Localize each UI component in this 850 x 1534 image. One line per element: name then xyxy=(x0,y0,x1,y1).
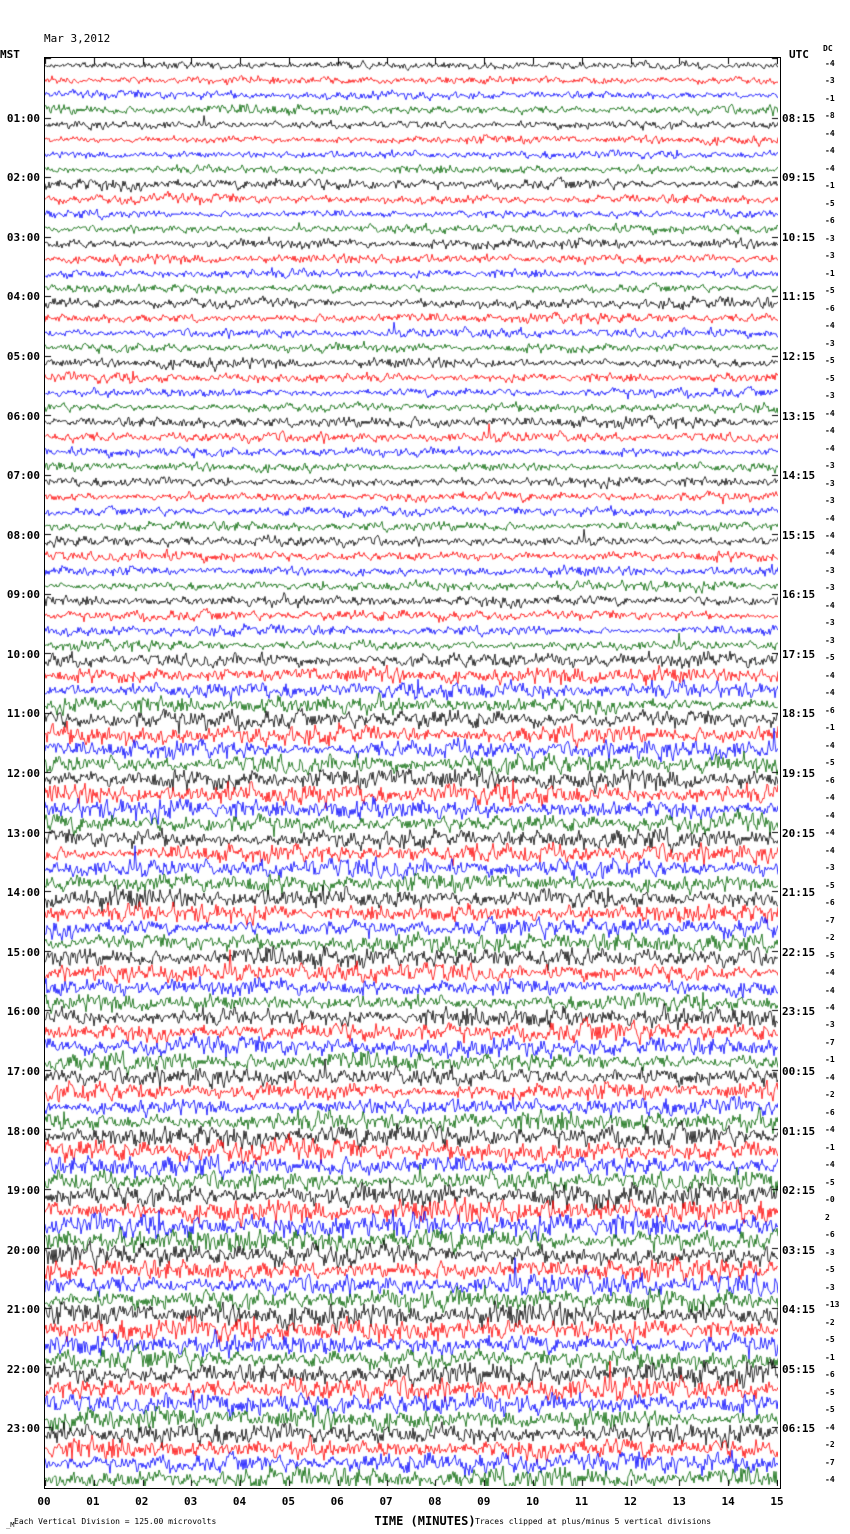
dc-tick-label: -5 xyxy=(825,1405,835,1415)
dc-tick-label: -3 xyxy=(825,338,835,348)
dc-tick-label: 2 xyxy=(825,1212,830,1222)
dc-tick-label: -4 xyxy=(825,600,835,610)
mst-tick-label: 11:00 xyxy=(6,707,40,721)
axis-label-dc: DC xyxy=(823,44,833,53)
dc-tick-label: -7 xyxy=(825,1037,835,1047)
dc-tick-label: -3 xyxy=(825,618,835,628)
utc-tick-label: 22:15 xyxy=(782,945,816,959)
dc-tick-label: -4 xyxy=(825,793,835,803)
dc-tick-label: -1 xyxy=(825,1142,835,1152)
dc-tick-label: -4 xyxy=(825,531,835,540)
dc-tick-label: -3 xyxy=(825,496,835,506)
seismogram-plot xyxy=(44,57,781,1489)
dc-tick-label: -4 xyxy=(825,1160,835,1170)
dc-tick-label: -5 xyxy=(825,950,835,960)
dc-tick-label: -4 xyxy=(825,985,835,995)
utc-tick-label: 04:15 xyxy=(782,1303,816,1317)
dc-tick-label: -4 xyxy=(825,163,835,173)
dc-tick-label: -5 xyxy=(825,198,835,208)
dc-tick-label: -6 xyxy=(825,216,835,226)
dc-tick-label: -4 xyxy=(825,1072,835,1082)
dc-tick-label: -5 xyxy=(825,373,835,383)
dc-tick-label: -3 xyxy=(825,461,835,471)
minute-tick-label: 03 xyxy=(183,1495,198,1508)
axis-label-mst: MST xyxy=(0,48,20,61)
dc-tick-label: -3 xyxy=(825,1247,835,1257)
dc-tick-label: -4 xyxy=(825,408,835,418)
dc-tick-label: -5 xyxy=(825,356,835,366)
dc-tick-label: -2 xyxy=(825,1090,835,1100)
dc-tick-label: -1 xyxy=(825,1352,835,1362)
dc-tick-label: -8 xyxy=(825,111,835,121)
dc-tick-label: -1 xyxy=(825,1055,835,1065)
utc-tick-label: 16:15 xyxy=(782,588,816,602)
mst-tick-label: 20:00 xyxy=(6,1243,40,1257)
utc-tick-label: 10:15 xyxy=(782,230,816,244)
utc-tick-label: 03:15 xyxy=(782,1243,816,1257)
utc-tick-label: 18:15 xyxy=(782,707,816,721)
dc-tick-label: -0 xyxy=(825,1195,835,1205)
dc-tick-label: -3 xyxy=(825,251,835,261)
mst-tick-label: 04:00 xyxy=(6,290,40,304)
mst-tick-label: 13:00 xyxy=(6,826,40,840)
dc-tick-label: -3 xyxy=(825,635,835,645)
dc-tick-label: -5 xyxy=(825,653,835,663)
dc-tick-label: -4 xyxy=(825,128,835,138)
dc-tick-label: -2 xyxy=(825,1317,835,1327)
x-axis-title: TIME (MINUTES) xyxy=(374,1514,476,1528)
dc-tick-label: -4 xyxy=(825,810,835,820)
utc-tick-label: 23:15 xyxy=(782,1005,816,1019)
mst-tick-label: 15:00 xyxy=(6,945,40,959)
axis-label-utc: UTC xyxy=(789,48,809,61)
clip-note: Traces clipped at plus/minus 5 vertical divisions xyxy=(475,1517,712,1526)
utc-tick-label: 17:15 xyxy=(782,647,816,661)
dc-tick-label: -6 xyxy=(825,1230,835,1240)
dc-tick-label: -6 xyxy=(825,1370,835,1380)
mst-tick-label: 08:00 xyxy=(6,528,40,542)
dc-tick-label: -4 xyxy=(825,1422,835,1432)
minute-tick-label: 00 xyxy=(37,1495,51,1508)
dc-tick-label: -1 xyxy=(825,181,835,191)
minute-tick-label: 08 xyxy=(428,1495,442,1508)
scale-symbol: _M xyxy=(6,1521,15,1529)
mst-tick-label: 23:00 xyxy=(6,1422,40,1436)
mst-tick-label: 14:00 xyxy=(6,886,40,900)
dc-tick-label: -4 xyxy=(825,146,835,156)
dc-tick-label: -6 xyxy=(825,898,835,908)
dc-tick-label: -4 xyxy=(825,59,835,68)
dc-tick-label: -4 xyxy=(825,548,835,558)
dc-tick-label: -4 xyxy=(825,1003,835,1012)
dc-tick-label: -5 xyxy=(825,1265,835,1275)
dc-tick-label: -2 xyxy=(825,1440,835,1450)
utc-tick-label: 02:15 xyxy=(782,1184,816,1198)
mst-tick-label: 06:00 xyxy=(6,409,40,423)
dc-tick-label: -3 xyxy=(825,863,835,873)
dc-tick-label: -7 xyxy=(825,915,835,925)
dc-tick-label: -3 xyxy=(825,1282,835,1292)
utc-tick-label: 01:15 xyxy=(782,1124,816,1138)
mst-tick-label: 19:00 xyxy=(6,1184,40,1198)
utc-tick-label: 08:15 xyxy=(782,111,816,125)
dc-tick-label: -1 xyxy=(825,93,835,103)
mst-tick-label: 10:00 xyxy=(6,647,40,661)
minute-tick-label: 12 xyxy=(623,1495,638,1508)
dc-tick-label: -5 xyxy=(825,1387,835,1397)
mst-tick-label: 05:00 xyxy=(6,349,40,363)
minute-tick-label: 11 xyxy=(574,1495,589,1508)
utc-tick-label: 05:15 xyxy=(782,1362,816,1376)
seismogram-canvas xyxy=(45,58,778,1486)
mst-tick-label: 12:00 xyxy=(6,767,40,780)
dc-tick-label: -6 xyxy=(825,1107,835,1117)
minute-tick-label: 15 xyxy=(770,1495,784,1508)
utc-tick-label: 20:15 xyxy=(782,826,816,840)
dc-tick-label: -3 xyxy=(825,583,835,593)
dc-tick-label: -3 xyxy=(825,233,835,243)
minute-tick-label: 14 xyxy=(721,1495,735,1508)
dc-tick-label: -5 xyxy=(825,758,835,768)
dc-tick-label: -6 xyxy=(825,775,835,785)
dc-tick-label: -4 xyxy=(825,443,835,453)
utc-tick-label: 14:15 xyxy=(782,469,816,483)
header-date: Mar 3,2012 xyxy=(44,32,111,45)
minute-tick-label: 04 xyxy=(232,1495,247,1508)
utc-tick-label: 15:15 xyxy=(782,528,816,542)
utc-tick-label: 11:15 xyxy=(782,290,816,304)
mst-tick-label: 16:00 xyxy=(6,1005,40,1019)
dc-tick-label: -5 xyxy=(825,286,835,296)
dc-tick-label: -6 xyxy=(825,303,835,313)
minute-tick-label: 05 xyxy=(281,1495,295,1508)
minute-tick-label: 02 xyxy=(135,1495,149,1508)
mst-tick-label: 09:00 xyxy=(6,588,40,602)
mst-tick-label: 07:00 xyxy=(6,469,40,483)
dc-tick-label: -4 xyxy=(825,1475,835,1484)
minute-tick-label: 09 xyxy=(477,1495,491,1508)
utc-tick-label: 19:15 xyxy=(782,767,816,780)
dc-tick-label: -5 xyxy=(825,880,835,890)
dc-tick-label: -3 xyxy=(825,1020,835,1030)
utc-tick-label: 06:15 xyxy=(782,1422,816,1436)
dc-tick-label: -2 xyxy=(825,933,835,943)
dc-tick-label: -4 xyxy=(825,740,835,750)
mst-tick-label: 02:00 xyxy=(6,171,40,185)
dc-tick-label: -4 xyxy=(825,1125,835,1135)
dc-tick-label: -4 xyxy=(825,688,835,698)
dc-tick-label: -3 xyxy=(825,565,835,575)
minute-tick-label: 06 xyxy=(330,1495,344,1508)
dc-tick-label: -4 xyxy=(825,670,835,680)
mst-tick-label: 18:00 xyxy=(6,1124,40,1138)
minute-tick-label: 13 xyxy=(672,1495,686,1508)
utc-tick-label: 12:15 xyxy=(782,349,816,363)
dc-tick-label: -3 xyxy=(825,478,835,488)
dc-tick-label: -4 xyxy=(825,845,835,855)
mst-tick-label: 17:00 xyxy=(6,1064,40,1078)
mst-tick-label: 03:00 xyxy=(6,230,40,244)
dc-tick-label: -13 xyxy=(825,1300,840,1310)
dc-tick-label: -6 xyxy=(825,705,835,715)
dc-tick-label: -3 xyxy=(825,391,835,401)
mst-tick-label: 22:00 xyxy=(6,1362,40,1376)
dc-tick-label: -4 xyxy=(825,321,835,331)
utc-tick-label: 09:15 xyxy=(782,171,816,185)
minute-tick-label: 01 xyxy=(86,1495,100,1508)
dc-tick-label: -4 xyxy=(825,426,835,436)
minute-tick-label: 10 xyxy=(526,1495,540,1508)
dc-tick-label: -7 xyxy=(825,1457,835,1467)
utc-tick-label: 13:15 xyxy=(782,409,816,423)
utc-tick-label: 00:15 xyxy=(782,1064,816,1078)
dc-tick-label: -5 xyxy=(825,1177,835,1187)
dc-tick-label: -4 xyxy=(825,828,835,838)
dc-tick-label: -3 xyxy=(825,76,835,86)
utc-tick-label: 21:15 xyxy=(782,886,816,900)
dc-tick-label: -4 xyxy=(825,968,835,978)
dc-tick-label: -5 xyxy=(825,1335,835,1345)
dc-tick-label: -4 xyxy=(825,513,835,523)
mst-tick-label: 01:00 xyxy=(6,111,40,125)
minute-tick-label: 07 xyxy=(379,1495,393,1508)
scale-note: Each Vertical Division = 125.00 microvolts xyxy=(14,1517,217,1526)
dc-tick-label: -1 xyxy=(825,723,835,733)
mst-tick-label: 21:00 xyxy=(6,1303,40,1317)
dc-tick-label: -1 xyxy=(825,268,835,278)
